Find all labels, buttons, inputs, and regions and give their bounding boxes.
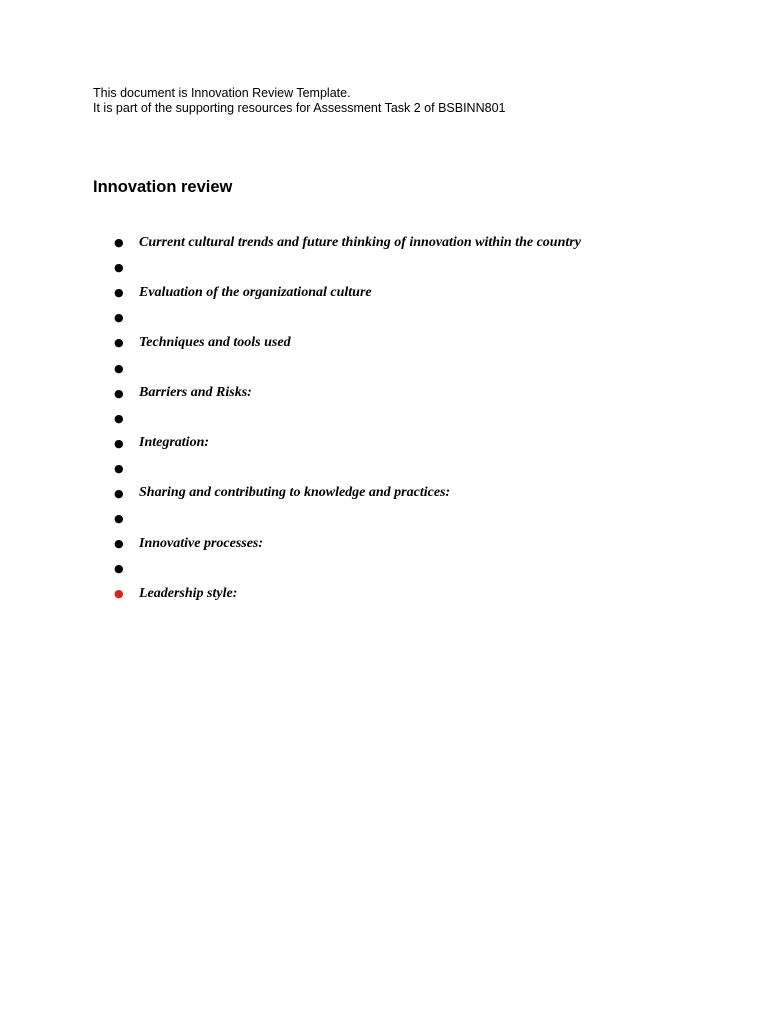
list-item-text: Barriers and Risks: [139, 385, 252, 401]
list-item [114, 531, 754, 556]
list-item [114, 230, 754, 255]
bullet-icon: ● [114, 236, 124, 250]
bullet-icon: ● [114, 261, 124, 275]
bullet-icon: ● [114, 286, 124, 300]
intro-line-1: This document is Innovation Review Template. [93, 86, 351, 100]
bullet-icon: ● [114, 436, 124, 450]
list-item [114, 406, 754, 431]
intro-text [93, 86, 733, 115]
review-bullet-list [114, 230, 754, 606]
list-item [114, 456, 754, 481]
list-item-text: Innovative processes: [139, 535, 264, 551]
list-item [114, 381, 754, 406]
list-item [114, 280, 754, 305]
list-item [114, 481, 754, 506]
list-item-text: Evaluation of the organizational culture [139, 284, 372, 300]
list-item-text: Integration: [139, 435, 210, 451]
bullet-icon: ● [114, 311, 124, 325]
bullet-icon: ● [114, 537, 124, 551]
list-item [114, 581, 754, 606]
list-item [114, 431, 754, 456]
bullet-icon: ● [114, 461, 124, 475]
bullet-icon: ● [114, 386, 124, 400]
bullet-icon: ● [114, 486, 124, 500]
list-item [114, 506, 754, 531]
intro-line-2: It is part of the supporting resources for Assessment Task 2 of BSBINN801 [93, 100, 506, 115]
bullet-icon: ● [114, 512, 124, 526]
list-item [114, 305, 754, 330]
list-item [114, 355, 754, 380]
list-item-text: Leadership style: [139, 585, 238, 601]
list-item [114, 255, 754, 280]
bullet-icon: ● [114, 411, 124, 425]
list-item [114, 330, 754, 355]
list-item [114, 556, 754, 581]
bullet-icon: ● [114, 562, 124, 576]
list-item-text: Sharing and contributing to knowledge and practices: [139, 485, 451, 501]
list-item-text: Techniques and tools used [139, 334, 291, 350]
bullet-icon: ● [114, 361, 124, 375]
list-item-text: Current cultural trends and future thinking of innovation within the country [139, 234, 581, 250]
section-heading: Innovation review [93, 178, 233, 196]
bullet-icon: ● [114, 336, 124, 350]
bullet-icon: ● [114, 587, 124, 601]
